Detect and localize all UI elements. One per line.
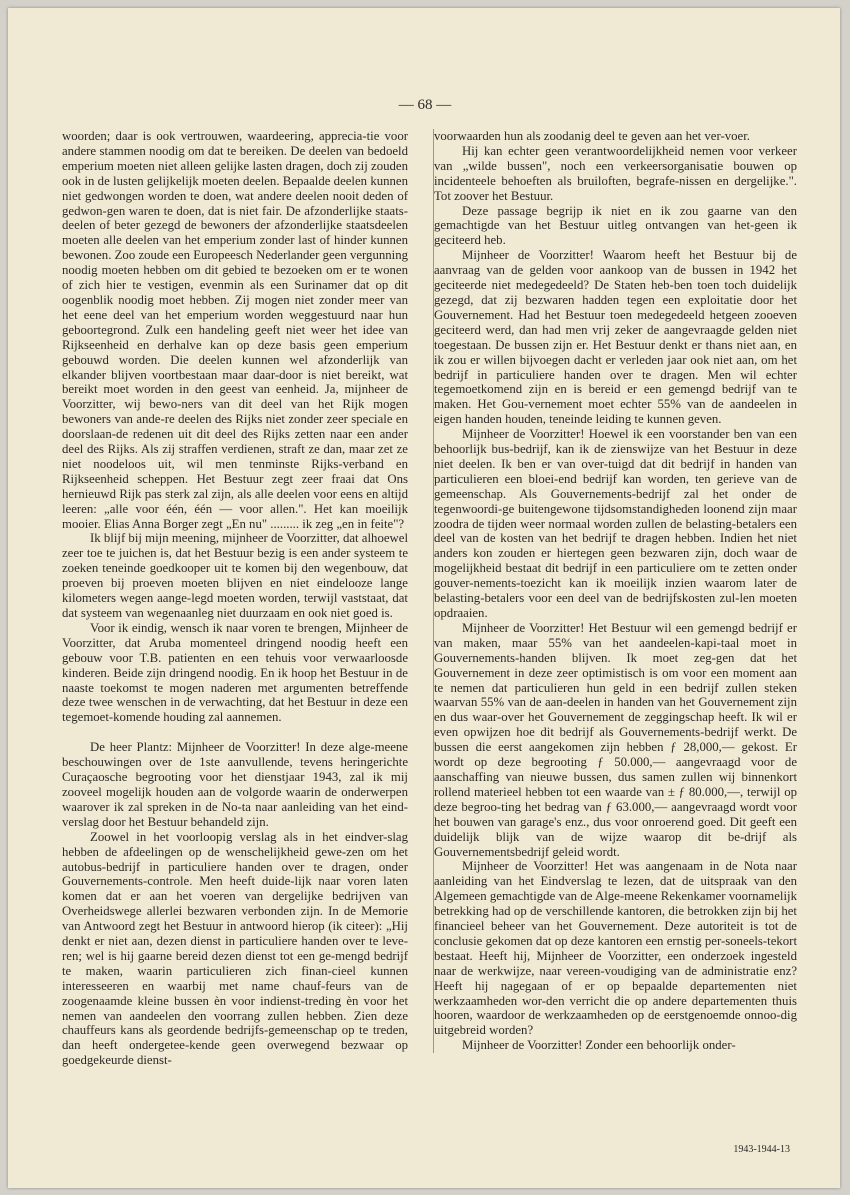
paragraph: Hij kan echter geen verantwoordelijkheid nemen voor verkeer van „wilde bussen", noch een verkeersorganisatie bouwen op incidenteele behoeften als bruiloften, begrafe-nissen en dergelijke.". Tot zoover het Bestuur.	[434, 143, 797, 203]
paragraph: De heer Plantz: Mijnheer de Voorzitter! In deze alge-meene beschouwingen over de 1ste aanvullende, tevens heringerichte Curaçaosche begrooting voor het dienstjaar 1943, zal ik mij zooveel mogelijk houden aan de volgorde waarin de onderwerpen waarover ik zal spreken in de No-ta naar aanleiding van het eind-verslag door het Bestuur behandeld zijn.	[62, 740, 408, 829]
paragraph: Deze passage begrijp ik niet en ik zou gaarne van den gemachtigde van het Bestuur uitleg ontvangen van het-geen ik geciteerd heb.	[434, 203, 797, 248]
paragraph: woorden; daar is ook vertrouwen, waardeering, apprecia-tie voor andere stammen noodig om dat te bereiken. De deelen van bedoeld emperium moeten niet alleen gelijke lasten dragen, doch zij zouden ook in de lusten gelijkelijk moeten deelen. Bepaalde deelen kunnen niet gedwongen worden te doen, wat andere deelen nooit deden of gedwon-gen waren te doen, dat is niet fair. De afzonderlijke staats-deelen of beter gezegd de bewoners der afzonderlijke staatsdeelen moeten alle deelen van het emperium zonder last of hinder kunnen bewonen. Zoo zoude een Europeesch Nederlander geen vergunning noodig moeten hebben om dit gebied te bezoeken om er te wonen of zich hier te vestigen, evenmin als een Surinamer dat op dit oogenblik noodig moet hebben. Zij mogen niet zonder meer van het eene deel van het emperium worden weggestuurd naar hun geboortegrond. Zulk een handeling geeft niet weer het idee van Rijkseenheid en derhalve kan op deze basis geen emperium gebouwd worden. Die deelen kunnen wel afzonderlijk van elkander blijven voortbestaan maar daar-door is niet bereikt, wat bereikt moet worden in den geest van eenheid. Ja, mijnheer de Voorzitter, wij bewo-ners van dit deel van het Rijk mogen bewoners van ande-re deelen des Rijks niet zonder zeer speciale en doorslaan-de redenen uit dit deel des Rijks zetten naar een ander deel des Rijks. Als zij straffen verdienen, straft ze dan, maar zet ze niet noodeloos uit, wil men tenminste Rijks-verband en Rijkseenheid scheppen. Het Bestuur zegt zeer fraai dat Ons hernieuwd Rijk pas sterk zal zijn, als alle deelen voor eens en altijd leeren: „alle voor één, één — voor allen.". Het kan moeilijk mooier. Elias Anna Borger zegt „En nu" ......... ik zeg „en in feite"?	[62, 129, 408, 531]
paragraph: Mijnheer de Voorzitter! Het was aangenaam in de Nota naar aanleiding van het Eindverslag te lezen, dat de uitspraak van den Algemeen gemachtigde van de Alge-meene Rekenkamer voornamelijk betrekking had op de verschillende kantoren, die betrokken zijn bij het financieel beheer van het Gouvernement. Deze autoriteit is tot de conclusie gekomen dat op deze kantoren een ernstig per-soneels-tekort bestaat. Heeft hij, Mijnheer de Voorzitter, een onderzoek ingesteld naar de werkwijze, naar vereen-voudiging van de administratie enz? Heeft hij nagegaan of er op bepaalde departementen niet werkzaamheden wor-den verricht die op andere departementen thuis hooren, waardoor de werkzaamheden op de eerstgenoemde onnoo-dig uitgebreid worden?	[434, 859, 797, 1038]
footer-code: 1943-1944-13	[733, 1144, 790, 1155]
paragraph: Zoowel in het voorloopig verslag als in het eindver-slag hebben de afdeelingen op de wenschelijkheid gewe-zen om het autobus-bedrijf in particuliere handen over te dragen, onder Gouvernements-controle. Men heeft duide-lijk naar voren laten komen dat er aan het voeren van dergelijke bedrijven van Overheidswege allerlei bezwaren verbonden zijn. In de Memorie van Antwoord zegt het Bestuur in antwoord hierop (ik citeer): „Hij denkt er niet aan, dezen dienst in particuliere handen over te leve-ren; wel is hij gaarne bereid dezen dienst tot een ge-mengd bedrijf te maken, waarin particulieren zich finan-cieel kunnen interesseeren en waarbij met name chauf-feurs van de zoogenaamde kleine bussen èn voor indienst-treding èn voor het nemen van aandeelen den voorrang zullen hebben. Zien deze chauffeurs kans als geordende bedrijfs-gemeenschap op te treden, dan heeft ondergeteе-kende geen overwegend bezwaar op goedgekeurde dienst-	[62, 829, 408, 1068]
paragraph: Voor ik eindig, wensch ik naar voren te brengen, Mijnheer de Voorzitter, dat Aruba momenteel dringend noodig heeft een gebouw voor T.B. patienten en een tehuis voor verwaarloosde kinderen. Beide zijn dringend noodig. En ik hoop het Bestuur in de naaste toekomst te mogen naderen met argumenten betreffende deze twee wenschen in de verwachting, dat het Bestuur in deze een tegemoet-komende houding zal aannemen.	[62, 620, 408, 725]
paragraph: Mijnheer de Voorzitter! Zonder een behoorlijk onder-	[462, 1038, 736, 1053]
left-column	[62, 129, 408, 1068]
paragraph: Mijnheer de Voorzitter! Hoewel ik een voorstander ben van een behoorlijk bus-bedrijf, kan ik de zienswijze van het Bestuur in deze niet deelen. Ik ben er van over-tuigd dat dit bedrijf in handen van particulieren een bloei-end bedrijf kan worden, ten gerieve van de gemeenschap. Als Gouvernements-bedrijf zal het onder de tegenwoordi-ge buitengewone tijdsomstandigheden loonend zijn maar zoodra de tijden weer normaal worden zullen de belasting-betalers een deel van de kosten van het bedrijf te dragen hebben. Indien het niet anders kon zouden er hiertegen geen bezwaren zijn, doch waar de mogelijkheid bestaat dit bedrijf in een particuliere om te zetten onder gouver-nements-toezicht kan ik moeilijk inzien waarom later de belasting-betalers voor een deel van de bedrijfskosten zul-len moeten opdraaien.	[434, 427, 797, 620]
paragraph: Mijnheer de Voorzitter! Waarom heeft het Bestuur bij de aanvraag van de gelden voor aankoop van de bussen in 1942 het geciteerde niet medegedeeld? De Staten heb-ben toen toch duidelijk gezegd, dat zij bezwaren hadden tegen een exploitatie door het Gouvernement. Had het Bestuur toen medegedeeld hetgeen zooeven geciteerd werd, dan had men vrij zeker de aangevraagde gelden niet toegestaan. De bussen zijn er. Het Bestuur denkt er thans niet aan, en ik zou er willen bijvoegen dacht er verleden jaar ook niet aan, om het bedrijf in particuliere handen over te dragen. Men wil echter tegemoetkomend zijn en is bereid er een gemengd bedrijf van te maken. Het Gou-vernement moet echter 55% van de aandeelen in eigen handen houden, teneinde leiding te kunnen geven.	[434, 248, 797, 427]
page-number: — 68 —	[398, 97, 452, 113]
paragraph: Mijnheer de Voorzitter! Het Bestuur wil een gemengd bedrijf er van maken, maar 55% van het aandeelen-kapi-taal moet in Gouvernements-handen blijven. Ik moet zeg-gen dat het Gouvernement in deze zeer optimistisch is om voor een moment aan te nemen dat particulieren hun geld in een bedrijf zullen steken waarvan 55% van de aan-deelen in handen van het Gouvernement zijn en dus waar-over het Gouvernement de zeggingschap heeft. Ik wil er even opwijzen hoe dit bedrijf als Gouvernements-bedrijf werkt. De bussen die eerst aangekomen zijn hebben ƒ 28,000,— gekost. Er wordt op deze begrooting ƒ 50.000,— aangevraagd voor de aanschaffing van nieuwe bussen, dus samen zullen wij binnenkort rollend materieel hebben tot een waarde van ± ƒ 80.000,—, terwijl op deze begroo-ting het bedrag van ƒ 63.000,— aangevraagd wordt voor het bouwen van garage's enz., dus voor onroerend goed. Dit geeft een duidelijk blijk van de wijze waarop dit be-drijf als Gouvernementsbedrijf geleid wordt.	[434, 620, 797, 859]
paragraph: voorwaarden hun als zoodanig deel te geven aan het ver-voer.	[434, 129, 750, 143]
right-column	[433, 129, 797, 1053]
paragraph: Ik blijf bij mijn meening, mijnheer de Voorzitter, dat alhoewel zeer toe te juichen is, dat het Bestuur bezig is een ander systeem te zoeken teneinde goedkooper uit te komen bij den wegenbouw, dat proeven bij proeven moeten blijven en niet eindelooze lange kilometers wegen aange-legd moeten worden, terwijl vaststaat, dat dat systeem van wegenaanleg niet duurzaam en ook niet goed is.	[62, 531, 408, 620]
